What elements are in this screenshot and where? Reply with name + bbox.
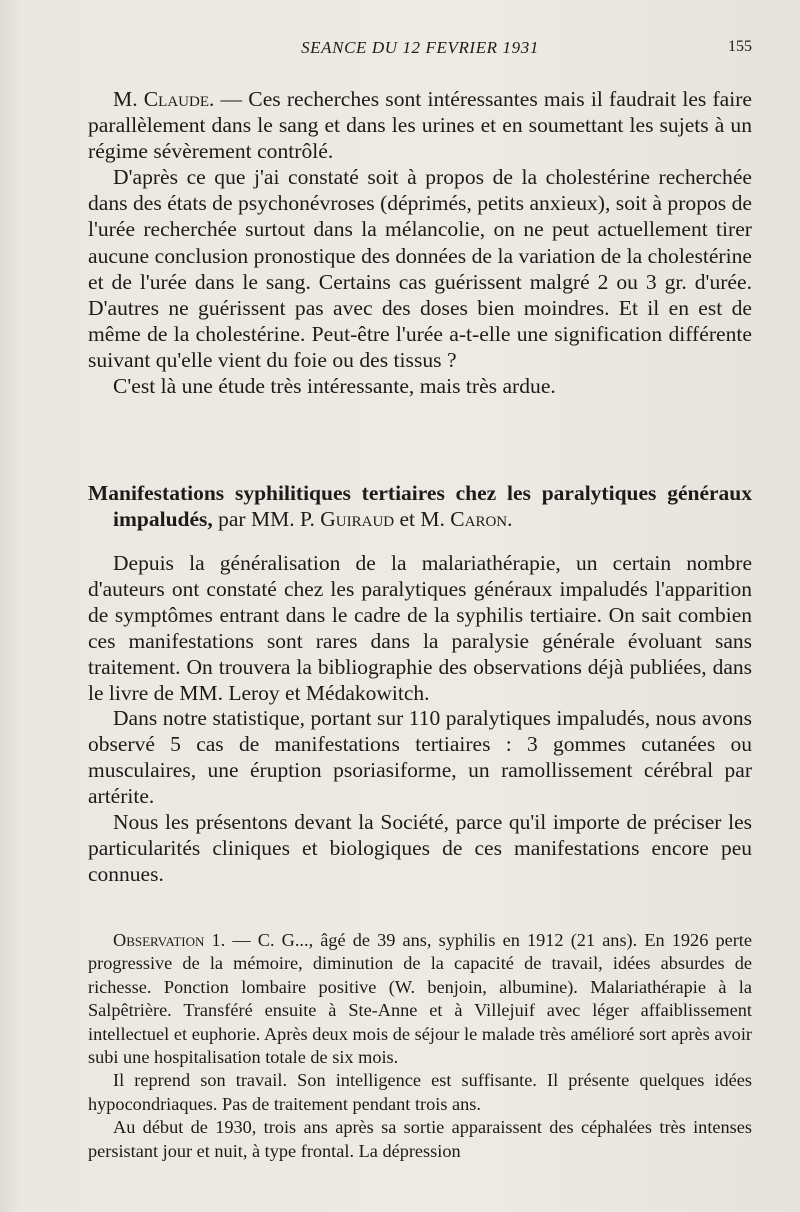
observation-paragraph-3: Au début de 1930, trois ans après sa sortie apparaissent des céphalées très intenses persistant jour et nuit, à type frontal. La dépression xyxy=(88,1117,752,1161)
claude-paragraph-2: D'après ce que j'ai constaté soit à propos de la cholestérine recherchée dans des états de psychonévroses (déprimés, petits anxieux), soit à propos de l'urée recherchée surtout dans la mélancolie, on ne peut actuellement tirer aucune conclusion pronostique des données de la variation de la cholestérine et de l'urée dans le sang. Certains cas guérissent malgré 2 ou 3 gr. d'urée. D'autres ne guérissent pas avec des doses bien moindres. Et il en est de même de la cholestérine. Peut-être l'urée a-t-elle une signification différente suivant qu'elle vient du foie ou des tissus ? xyxy=(88,165,752,372)
article-heading: Manifestations syphilitiques tertiaires chez les paralytiques généraux impaludés, par MM. P. Guiraud et M. Caron. xyxy=(88,481,752,531)
observation-paragraph-2: Il reprend son travail. Son intelligence est suffisante. Il présente quelques idées hypocondriaques. Pas de traitement pendant trois ans. xyxy=(88,1070,752,1114)
page-header xyxy=(88,38,752,62)
page-number: 155 xyxy=(728,38,752,55)
article-title xyxy=(88,480,752,532)
claude-paragraph-3: C'est là une étude très intéressante, mais très ardue. xyxy=(113,374,556,399)
article-paragraph-2: Dans notre statistique, portant sur 110 paralytiques impaludés, nous avons observé 5 cas de manifestations tertiaires : 3 gommes cutanées ou musculaires, une éruption psoriasiforme, un ramollissement cérébral par artérite. xyxy=(88,706,752,809)
observation-paragraph-1: Observation 1. — C. G..., âgé de 39 ans, syphilis en 1912 (21 ans). En 1926 perte progressive de la mémoire, diminution de la capacité de travail, idées absurdes de richesse. Ponction lombaire positive (W. benjoin, albumine). Malariathérapie à la Salpêtrière. Transféré ensuite à Ste-Anne et à Villejuif avec léger affaiblissement intellectuel et euphorie. Après deux mois de séjour le malade très amélioré sort après avoir subi une hospitalisation totale de six mois. xyxy=(88,930,753,1068)
article-paragraph-1: Depuis la généralisation de la malariathérapie, un certain nombre d'auteurs ont constaté chez les paralytiques généraux impaludés l'apparition de symptômes entrant dans le cadre de la syphilis tertiaire. On sait combien ces manifestations sont rares dans la paralysie générale évoluant sans traitement. On trouvera la bibliographie des observations déjà publiées, dans le livre de MM. Leroy et Médakowitch. xyxy=(88,551,752,705)
running-title: SEANCE DU 12 FEVRIER 1931 xyxy=(301,38,539,57)
author-caron: Caron xyxy=(450,507,508,531)
claude-intervention xyxy=(88,86,752,399)
speaker-name: M. Claude. xyxy=(113,87,215,111)
observation-label: Observation 1. xyxy=(113,930,226,950)
article-body xyxy=(88,551,752,888)
observation-1 xyxy=(88,929,752,1163)
article-paragraph-3: Nous les présentons devant la Société, parce qu'il importe de préciser les particularités cliniques et biologiques de ces manifestations encore peu connues. xyxy=(88,810,752,886)
author-guiraud: Guiraud xyxy=(320,507,395,531)
article-title-bold: Manifestations syphilitiques tertiaires chez les paralytiques généraux impaludés, xyxy=(88,481,752,531)
claude-paragraph-1: M. Claude. — Ces recherches sont intéressantes mais il faudrait les faire parallèlement dans le sang et dans les urines et en soumettant les sujets à un régime sévèrement contrôlé. xyxy=(88,87,753,164)
